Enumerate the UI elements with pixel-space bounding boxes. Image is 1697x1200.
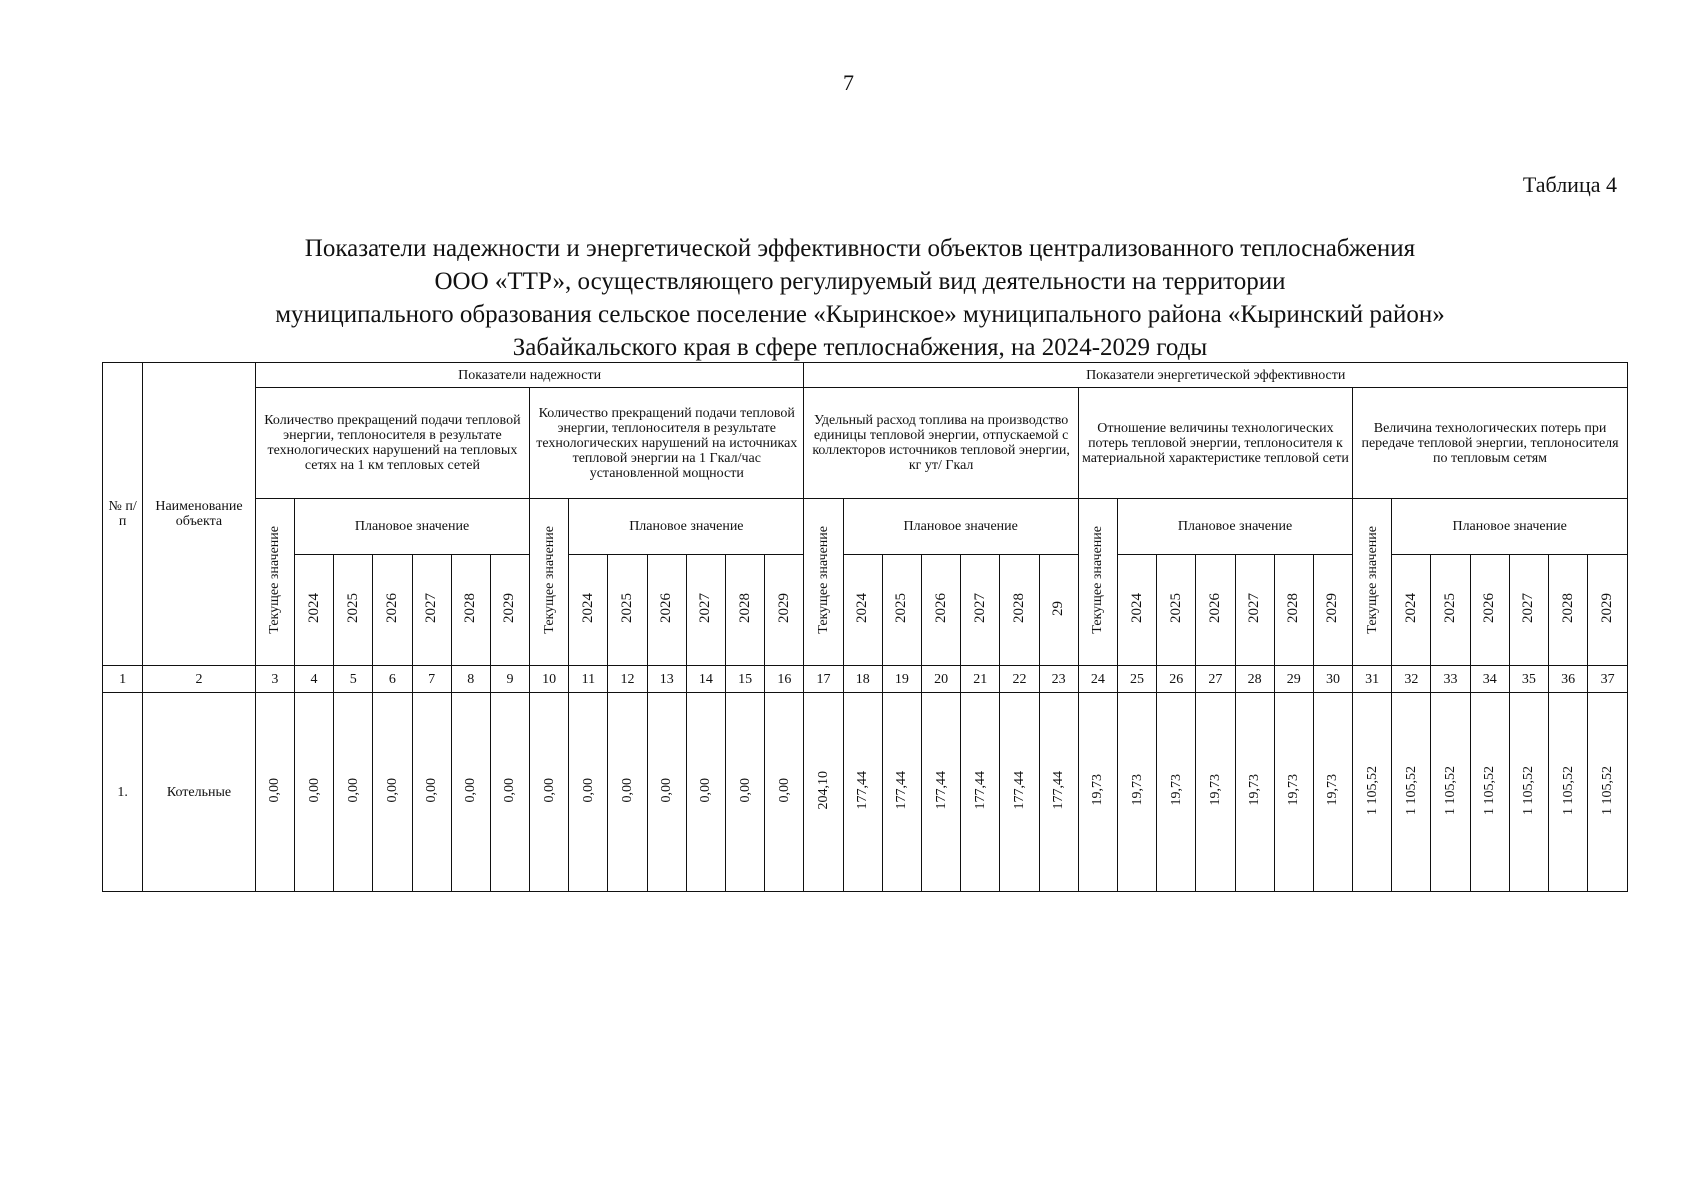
value-cell: [490, 693, 529, 892]
year-header-text: 2027: [697, 593, 714, 623]
year-header-text: 2028: [736, 593, 753, 623]
indicator-header: Отношение величины технологических потерь тепловой энергии, теплоносителя к материальной характеристике тепловой сети: [1078, 388, 1352, 499]
year-header-text: 2027: [423, 593, 440, 623]
year-header: [686, 555, 725, 666]
column-number: 27: [1196, 666, 1235, 693]
year-header: [726, 555, 765, 666]
column-number: 37: [1588, 666, 1628, 693]
value-cell-text: 19,73: [1325, 774, 1341, 806]
value-cell: [530, 693, 569, 892]
page-number: 7: [843, 70, 854, 95]
column-number: 35: [1509, 666, 1548, 693]
current-value-header: [255, 499, 294, 666]
col-name-header: Наименование объекта: [143, 363, 256, 666]
year-header: [1509, 555, 1548, 666]
year-header-text: 2029: [501, 593, 518, 623]
column-number: 9: [490, 666, 529, 693]
column-number: 33: [1431, 666, 1470, 693]
year-header-text: 2026: [1206, 593, 1223, 623]
value-cell: [686, 693, 725, 892]
year-header-text: 2026: [1481, 593, 1498, 623]
value-cell-text: 177,44: [894, 770, 910, 810]
column-number: 32: [1392, 666, 1431, 693]
indicator-header: Количество прекращений подачи тепловой энергии, теплоносителя в результате технологических нарушений на тепловых сетях на 1 км тепловых сетей: [255, 388, 529, 499]
column-number: 25: [1117, 666, 1156, 693]
year-header: [961, 555, 1000, 666]
year-header: [922, 555, 961, 666]
column-number: 7: [412, 666, 451, 693]
value-cell: [1078, 693, 1117, 892]
value-cell: [1039, 693, 1078, 892]
year-header: [1588, 555, 1628, 666]
current-value-header: [530, 499, 569, 666]
year-header-text: 2027: [1246, 593, 1263, 623]
current-value-header: [1353, 499, 1392, 666]
value-cell: [1509, 693, 1548, 892]
indicators-table: [102, 362, 1628, 892]
year-header: [412, 555, 451, 666]
year-header-text: 2024: [305, 593, 322, 623]
value-cell-text: 19,73: [1168, 774, 1184, 806]
column-number: 26: [1157, 666, 1196, 693]
year-header-text: 2028: [1559, 593, 1576, 623]
year-header: [569, 555, 608, 666]
year-header: [1431, 555, 1470, 666]
value-cell: [1470, 693, 1509, 892]
year-header: [608, 555, 647, 666]
column-number: 4: [294, 666, 333, 693]
year-header: [1196, 555, 1235, 666]
year-header-text: 2025: [1167, 593, 1184, 623]
value-cell: [1392, 693, 1431, 892]
year-header-text: 2028: [462, 593, 479, 623]
value-cell: [373, 693, 412, 892]
value-cell: [804, 693, 843, 892]
year-header-text: 2025: [893, 593, 910, 623]
year-header: [1313, 555, 1352, 666]
year-header-text: 2029: [775, 593, 792, 623]
year-header: [1470, 555, 1509, 666]
year-header-text: 2026: [383, 593, 400, 623]
year-header: [490, 555, 529, 666]
value-cell: [961, 693, 1000, 892]
year-header: [843, 555, 882, 666]
value-cell-text: 0,00: [384, 777, 400, 803]
column-number: 30: [1313, 666, 1352, 693]
year-header: [765, 555, 804, 666]
value-cell: [843, 693, 882, 892]
plan-value-header: Плановое значение: [1117, 499, 1352, 555]
value-cell-text: 19,73: [1247, 774, 1263, 806]
value-cell: [1196, 693, 1235, 892]
title-line: Показатели надежности и энергетической эффективности объектов централизованного теплоснабжения: [304, 235, 1416, 262]
year-header-text: 2024: [854, 593, 871, 623]
year-header-text: 2028: [1010, 593, 1027, 623]
value-cell: [334, 693, 373, 892]
indicator-header: Величина технологических потерь при передаче тепловой энергии, теплоносителя по тепловым сетям: [1353, 388, 1628, 499]
year-header: [334, 555, 373, 666]
column-number: 6: [373, 666, 412, 693]
year-header-text: 29: [1050, 600, 1067, 616]
table-row: [103, 693, 1628, 892]
column-number: 31: [1353, 666, 1392, 693]
year-header: [1274, 555, 1313, 666]
value-cell: [1588, 693, 1628, 892]
column-number: 18: [843, 666, 882, 693]
value-cell-text: 1 105,52: [1364, 765, 1380, 815]
column-number: 20: [922, 666, 961, 693]
table-label: Таблица 4: [1522, 172, 1617, 197]
value-cell: [1549, 693, 1588, 892]
value-cell: [1157, 693, 1196, 892]
column-number: 16: [765, 666, 804, 693]
year-header-text: 2026: [658, 593, 675, 623]
value-cell-text: 177,44: [1051, 770, 1067, 810]
group-efficiency-header: Показатели энергетической эффективности: [804, 363, 1628, 388]
plan-value-header: Плановое значение: [569, 499, 804, 555]
year-header-text: 2027: [971, 593, 988, 623]
year-header-text: 2026: [932, 593, 949, 623]
title-line: ООО «ТТР», осуществляющего регулируемый вид деятельности на территории: [434, 268, 1286, 295]
column-number: 24: [1078, 666, 1117, 693]
current-value-header: [804, 499, 843, 666]
column-number: 3: [255, 666, 294, 693]
value-cell-text: 1 105,52: [1521, 765, 1537, 815]
column-number: 1: [103, 666, 143, 693]
year-header: [373, 555, 412, 666]
col-num-header: № п/ п: [103, 363, 143, 666]
value-cell: [1274, 693, 1313, 892]
year-header-text: 2025: [619, 593, 636, 623]
plan-value-header: Плановое значение: [843, 499, 1078, 555]
value-cell-text: 0,00: [541, 777, 557, 803]
row-object-name: Котельные: [143, 693, 256, 892]
year-header: [1000, 555, 1039, 666]
indicator-header: Удельный расход топлива на производство единицы тепловой энергии, отпускаемой с коллекторов источников тепловой энергии, кг ут/ Гкал: [804, 388, 1078, 499]
current-value-header-text: Текущее значение: [816, 526, 832, 634]
column-number: 12: [608, 666, 647, 693]
year-header: [1157, 555, 1196, 666]
value-cell-text: 177,44: [855, 770, 871, 810]
value-cell: [922, 693, 961, 892]
value-cell-text: 19,73: [1090, 774, 1106, 806]
value-cell: [882, 693, 921, 892]
value-cell-text: 1 105,52: [1600, 765, 1616, 815]
value-cell-text: 0,00: [267, 777, 283, 803]
value-cell: [294, 693, 333, 892]
value-cell: [1353, 693, 1392, 892]
value-cell: [608, 693, 647, 892]
value-cell-text: 0,00: [580, 777, 596, 803]
column-number: 22: [1000, 666, 1039, 693]
current-value-header-text: Текущее значение: [267, 526, 283, 634]
year-header-text: 2028: [1285, 593, 1302, 623]
value-cell-text: 0,00: [463, 777, 479, 803]
year-header: [1235, 555, 1274, 666]
value-cell-text: 204,10: [816, 770, 832, 810]
value-cell-text: 0,00: [424, 777, 440, 803]
year-header-text: 2024: [579, 593, 596, 623]
year-header-text: 2029: [1324, 593, 1341, 623]
column-number: 8: [451, 666, 490, 693]
value-cell-text: 177,44: [933, 770, 949, 810]
column-number: 11: [569, 666, 608, 693]
title-line: муниципального образования сельское поселение «Кыринское» муниципального района «Кыринский район»: [275, 301, 1445, 328]
row-number: 1.: [103, 693, 143, 892]
group-reliability-header: Показатели надежности: [255, 363, 804, 388]
value-cell: [569, 693, 608, 892]
value-cell-text: 0,00: [620, 777, 636, 803]
indicator-header: Количество прекращений подачи тепловой энергии, теплоносителя в результате технологических нарушений на источниках тепловой энергии на 1 Гкал/час установленной мощности: [530, 388, 804, 499]
year-header-text: 2029: [1599, 593, 1616, 623]
value-cell-text: 19,73: [1207, 774, 1223, 806]
current-value-header-text: Текущее значение: [1364, 526, 1380, 634]
plan-value-header: Плановое значение: [294, 499, 529, 555]
value-cell-text: 1 105,52: [1560, 765, 1576, 815]
current-value-header-text: Текущее значение: [1090, 526, 1106, 634]
value-cell-text: 19,73: [1129, 774, 1145, 806]
value-cell-text: 1 105,52: [1403, 765, 1419, 815]
column-number: 14: [686, 666, 725, 693]
year-header: [1039, 555, 1078, 666]
value-cell-text: 0,00: [345, 777, 361, 803]
value-cell-text: 0,00: [698, 777, 714, 803]
value-cell: [647, 693, 686, 892]
year-header: [1549, 555, 1588, 666]
column-number: 17: [804, 666, 843, 693]
value-cell-text: 1 105,52: [1443, 765, 1459, 815]
year-header-text: 2027: [1520, 593, 1537, 623]
column-number: 21: [961, 666, 1000, 693]
value-cell-text: 0,00: [306, 777, 322, 803]
title-line: Забайкальского края в сфере теплоснабжения, на 2024-2029 годы: [512, 334, 1208, 361]
value-cell: [451, 693, 490, 892]
column-number: 13: [647, 666, 686, 693]
year-header: [451, 555, 490, 666]
column-number: 23: [1039, 666, 1078, 693]
column-number: 10: [530, 666, 569, 693]
value-cell-text: 177,44: [972, 770, 988, 810]
value-cell-text: 177,44: [1011, 770, 1027, 810]
column-number: 36: [1549, 666, 1588, 693]
value-cell-text: 0,00: [659, 777, 675, 803]
year-header-text: 2024: [1128, 593, 1145, 623]
column-number: 2: [143, 666, 256, 693]
column-number: 28: [1235, 666, 1274, 693]
current-value-header-text: Текущее значение: [541, 526, 557, 634]
year-header-text: 2025: [344, 593, 361, 623]
year-header-text: 2025: [1442, 593, 1459, 623]
value-cell-text: 0,00: [776, 777, 792, 803]
year-header: [647, 555, 686, 666]
column-number: 19: [882, 666, 921, 693]
value-cell: [1000, 693, 1039, 892]
value-cell: [412, 693, 451, 892]
value-cell: [726, 693, 765, 892]
column-number: 5: [334, 666, 373, 693]
column-number: 29: [1274, 666, 1313, 693]
document-title: [120, 232, 1600, 364]
value-cell: [1313, 693, 1352, 892]
year-header-text: 2024: [1402, 593, 1419, 623]
column-number: 34: [1470, 666, 1509, 693]
plan-value-header: Плановое значение: [1392, 499, 1628, 555]
value-cell: [765, 693, 804, 892]
column-number: 15: [726, 666, 765, 693]
value-cell: [1431, 693, 1470, 892]
year-header: [1117, 555, 1156, 666]
value-cell-text: 1 105,52: [1482, 765, 1498, 815]
value-cell-text: 19,73: [1286, 774, 1302, 806]
value-cell-text: 0,00: [737, 777, 753, 803]
year-header: [294, 555, 333, 666]
year-header: [882, 555, 921, 666]
year-header: [1392, 555, 1431, 666]
current-value-header: [1078, 499, 1117, 666]
value-cell: [1117, 693, 1156, 892]
value-cell: [255, 693, 294, 892]
value-cell-text: 0,00: [502, 777, 518, 803]
value-cell: [1235, 693, 1274, 892]
